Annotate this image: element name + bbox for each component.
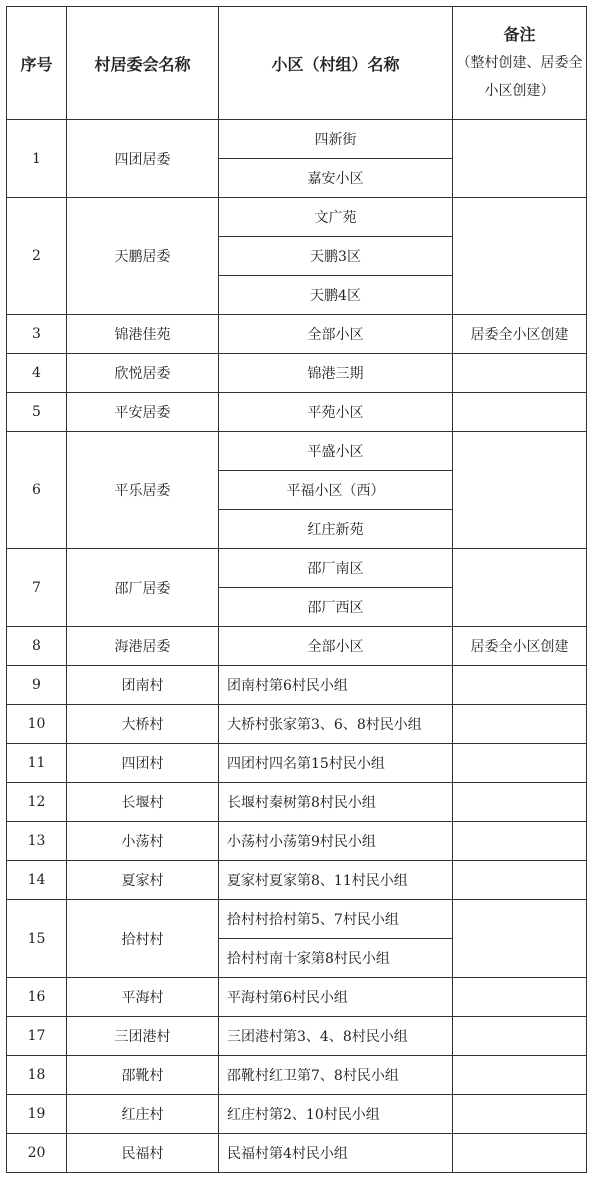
note-cell <box>453 1095 587 1134</box>
table-row <box>7 783 587 822</box>
note-cell: 居委全小区创建 <box>453 627 587 666</box>
row-number: 2 <box>7 198 67 315</box>
community-name: 拾村村南十家第8村民小组 <box>219 939 453 978</box>
header-note <box>453 7 587 120</box>
table-row <box>7 1017 587 1056</box>
table-row <box>7 1134 587 1173</box>
community-name: 团南村第6村民小组 <box>219 666 453 705</box>
row-number: 17 <box>7 1017 67 1056</box>
row-number: 12 <box>7 783 67 822</box>
committee-name: 四团居委 <box>67 120 219 198</box>
row-number: 9 <box>7 666 67 705</box>
community-name: 天鹏3区 <box>219 237 453 276</box>
header-no: 序号 <box>7 7 67 120</box>
table-row <box>7 822 587 861</box>
community-name: 平苑小区 <box>219 393 453 432</box>
table-row <box>7 627 587 666</box>
community-name: 长堰村秦树第8村民小组 <box>219 783 453 822</box>
committee-name: 红庄村 <box>67 1095 219 1134</box>
header-community: 小区（村组）名称 <box>219 7 453 120</box>
community-name: 锦港三期 <box>219 354 453 393</box>
row-number: 1 <box>7 120 67 198</box>
committee-name: 拾村村 <box>67 900 219 978</box>
table-row <box>7 744 587 783</box>
community-name: 邵厂南区 <box>219 549 453 588</box>
table-row <box>7 393 587 432</box>
row-number: 8 <box>7 627 67 666</box>
row-number: 14 <box>7 861 67 900</box>
committee-name: 长堰村 <box>67 783 219 822</box>
community-name: 平盛小区 <box>219 432 453 471</box>
note-cell <box>453 393 587 432</box>
committee-name: 平安居委 <box>67 393 219 432</box>
community-table <box>6 6 587 1173</box>
community-name: 四团村四名第15村民小组 <box>219 744 453 783</box>
committee-name: 大桥村 <box>67 705 219 744</box>
note-cell <box>453 354 587 393</box>
committee-name: 天鹏居委 <box>67 198 219 315</box>
committee-name: 锦港佳苑 <box>67 315 219 354</box>
community-name: 平福小区（西） <box>219 471 453 510</box>
committee-name: 四团村 <box>67 744 219 783</box>
community-name: 小荡村小荡第9村民小组 <box>219 822 453 861</box>
note-cell <box>453 744 587 783</box>
committee-name: 夏家村 <box>67 861 219 900</box>
table-row <box>7 432 587 471</box>
community-name: 平海村第6村民小组 <box>219 978 453 1017</box>
committee-name: 民福村 <box>67 1134 219 1173</box>
community-name: 夏家村夏家第8、11村民小组 <box>219 861 453 900</box>
note-cell <box>453 978 587 1017</box>
note-cell <box>453 549 587 627</box>
row-number: 15 <box>7 900 67 978</box>
table-header-row <box>7 7 587 120</box>
note-cell <box>453 822 587 861</box>
row-number: 10 <box>7 705 67 744</box>
row-number: 16 <box>7 978 67 1017</box>
committee-name: 邵厂居委 <box>67 549 219 627</box>
community-name: 天鹏4区 <box>219 276 453 315</box>
row-number: 18 <box>7 1056 67 1095</box>
note-cell <box>453 120 587 198</box>
note-cell: 居委全小区创建 <box>453 315 587 354</box>
note-cell <box>453 198 587 315</box>
note-cell <box>453 1134 587 1173</box>
table-row <box>7 315 587 354</box>
community-name: 四新街 <box>219 120 453 159</box>
row-number: 5 <box>7 393 67 432</box>
note-cell <box>453 1017 587 1056</box>
community-name: 全部小区 <box>219 627 453 666</box>
note-cell <box>453 1056 587 1095</box>
note-cell <box>453 705 587 744</box>
table-row <box>7 1056 587 1095</box>
community-name: 嘉安小区 <box>219 159 453 198</box>
community-name: 三团港村第3、4、8村民小组 <box>219 1017 453 1056</box>
table-row <box>7 549 587 588</box>
row-number: 3 <box>7 315 67 354</box>
community-name: 拾村村拾村第5、7村民小组 <box>219 900 453 939</box>
community-name: 民福村第4村民小组 <box>219 1134 453 1173</box>
row-number: 4 <box>7 354 67 393</box>
table-row <box>7 1095 587 1134</box>
row-number: 13 <box>7 822 67 861</box>
community-name: 邵靴村红卫第7、8村民小组 <box>219 1056 453 1095</box>
committee-name: 平海村 <box>67 978 219 1017</box>
note-cell <box>453 900 587 978</box>
table-row <box>7 198 587 237</box>
row-number: 19 <box>7 1095 67 1134</box>
community-name: 邵厂西区 <box>219 588 453 627</box>
committee-name: 团南村 <box>67 666 219 705</box>
row-number: 11 <box>7 744 67 783</box>
committee-name: 海港居委 <box>67 627 219 666</box>
note-cell <box>453 432 587 549</box>
row-number: 6 <box>7 432 67 549</box>
committee-name: 三团港村 <box>67 1017 219 1056</box>
community-name: 文广苑 <box>219 198 453 237</box>
committee-name: 小荡村 <box>67 822 219 861</box>
committee-name: 欣悦居委 <box>67 354 219 393</box>
table-row <box>7 861 587 900</box>
table-row <box>7 978 587 1017</box>
row-number: 20 <box>7 1134 67 1173</box>
community-name: 大桥村张家第3、6、8村民小组 <box>219 705 453 744</box>
header-committee: 村居委会名称 <box>67 7 219 120</box>
row-number: 7 <box>7 549 67 627</box>
table-body <box>7 120 587 1173</box>
table-row <box>7 900 587 939</box>
note-cell <box>453 861 587 900</box>
note-cell <box>453 666 587 705</box>
table-row <box>7 120 587 159</box>
table-row <box>7 705 587 744</box>
table-row <box>7 354 587 393</box>
community-name: 红庄村第2、10村民小组 <box>219 1095 453 1134</box>
committee-name: 平乐居委 <box>67 432 219 549</box>
committee-name: 邵靴村 <box>67 1056 219 1095</box>
note-cell <box>453 783 587 822</box>
community-name: 全部小区 <box>219 315 453 354</box>
community-name: 红庄新苑 <box>219 510 453 549</box>
table-row <box>7 666 587 705</box>
header-note-subtitle: （整村创建、居委全小区创建） <box>456 55 583 99</box>
header-note-title: 备注 <box>503 25 536 44</box>
